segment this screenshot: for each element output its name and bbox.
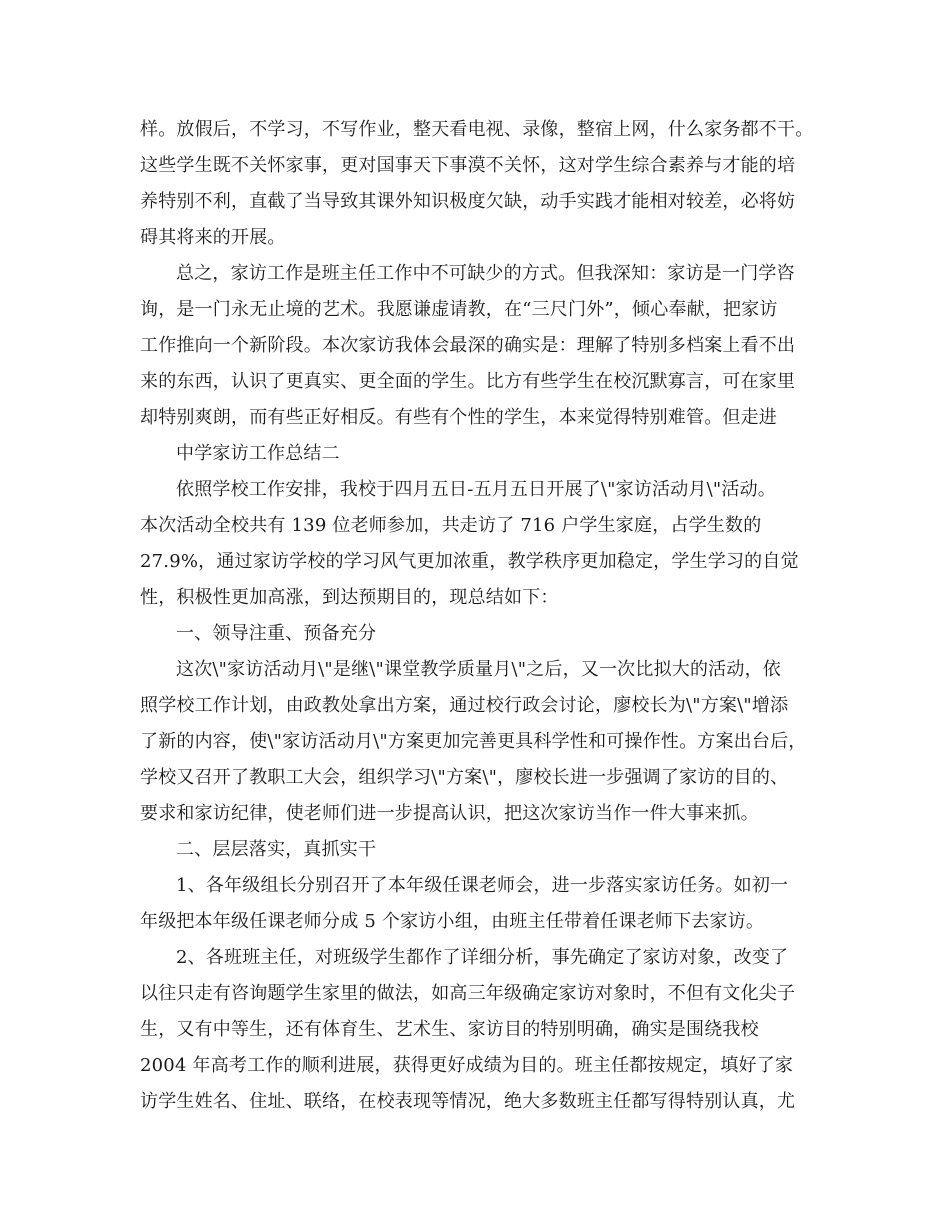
- text-line: 要求和家访纪律，使老师们进一步提高认识，把这次家访当作一件大事来抓。: [140, 803, 759, 824]
- section-heading: 一、领导注重、预备充分: [176, 623, 377, 644]
- text-line: 2004 年高考工作的顺利进展，获得更好成绩为目的。班主任都按规定，填好了家: [140, 1055, 794, 1076]
- text-line: 学校又召开了教职工大会，组织学习\"方案\"，廖校长进一步强调了家访的目的、: [140, 767, 789, 788]
- text-line: 年级把本年级任课老师分成 5 个家访小组，由班主任带着任课老师下去家访。: [140, 911, 765, 932]
- text-line: 了新的内容，使\"家访活动月\"方案更加完善更具科学性和可操作性。方案出台后，: [140, 731, 807, 752]
- text-line: 27.9%，通过家访学校的学习风气更加浓重，教学秩序更加稳定，学生学习的自觉: [140, 551, 799, 572]
- text-line: 这次\"家访活动月\"是继\"课堂教学质量月\"之后，又一次比拟大的活动，依: [176, 659, 781, 680]
- text-line: 依照学校工作安排，我校于四月五日-五月五日开展了\"家访活动月\"活动。: [176, 479, 776, 500]
- text-line: 以往只走有咨询题学生家里的做法，如高三年级确定家访对象时，不但有文化尖子: [140, 983, 796, 1004]
- text-line: 来的东西，认识了更真实、更全面的学生。比方有些学生在校沉默寡言，可在家里: [140, 371, 796, 392]
- text-line: 碍其将来的开展。: [140, 227, 286, 248]
- text-line: 照学校工作计划，由政教处拿出方案，通过校行政会讨论，廖校长为\"方案\"增添: [140, 695, 789, 716]
- text-line: 生，又有中等生，还有体育生、艺术生、家访目的特别明确，确实是围绕我校: [140, 1019, 759, 1040]
- text-line: 这些学生既不关怀家事，更对国事天下事漠不关怀，这对学生综合素养与才能的培: [140, 155, 796, 176]
- section-heading: 二、层层落实，真抓实干: [176, 839, 377, 860]
- text-line: 访学生姓名、住址、联络，在校表现等情况，绝大多数班主任都写得特别认真，尤: [140, 1091, 796, 1112]
- text-line: 总之，家访工作是班主任工作中不可缺少的方式。但我深知：家访是一门学咨: [176, 263, 795, 284]
- text-line: 样。放假后，不学习，不写作业，整天看电视、录像，整宿上网，什么家务都不干。: [140, 119, 814, 140]
- text-line: 却特别爽朗，而有些正好相反。有些有个性的学生，本来觉得特别难管。但走进: [140, 407, 777, 428]
- text-line: 性，积极性更加高涨，到达预期目的，现总结如下：: [140, 587, 559, 608]
- text-line: 工作推向一个新阶段。本次家访我体会最深的确实是：理解了特别多档案上看不出: [140, 335, 796, 356]
- text-line: 2、各班班主任，对班级学生都作了详细分析，事先确定了家访对象，改变了: [176, 947, 789, 968]
- text-line: 本次活动全校共有 139 位老师参加，共走访了 716 户学生家庭，占学生数的: [140, 515, 762, 536]
- text-line: 养特别不利，直截了当导致其课外知识极度欠缺，动手实践才能相对较差，必将妨: [140, 191, 796, 212]
- text-line: 询，是一门永无止境的艺术。我愿谦虚请教，在“三尺门外”，倾心奉献，把家访: [140, 299, 778, 320]
- section-title: 中学家访工作总结二: [176, 443, 340, 464]
- text-line: 1、各年级组长分别召开了本年级任课老师会，进一步落实家访任务。如初一: [176, 875, 789, 896]
